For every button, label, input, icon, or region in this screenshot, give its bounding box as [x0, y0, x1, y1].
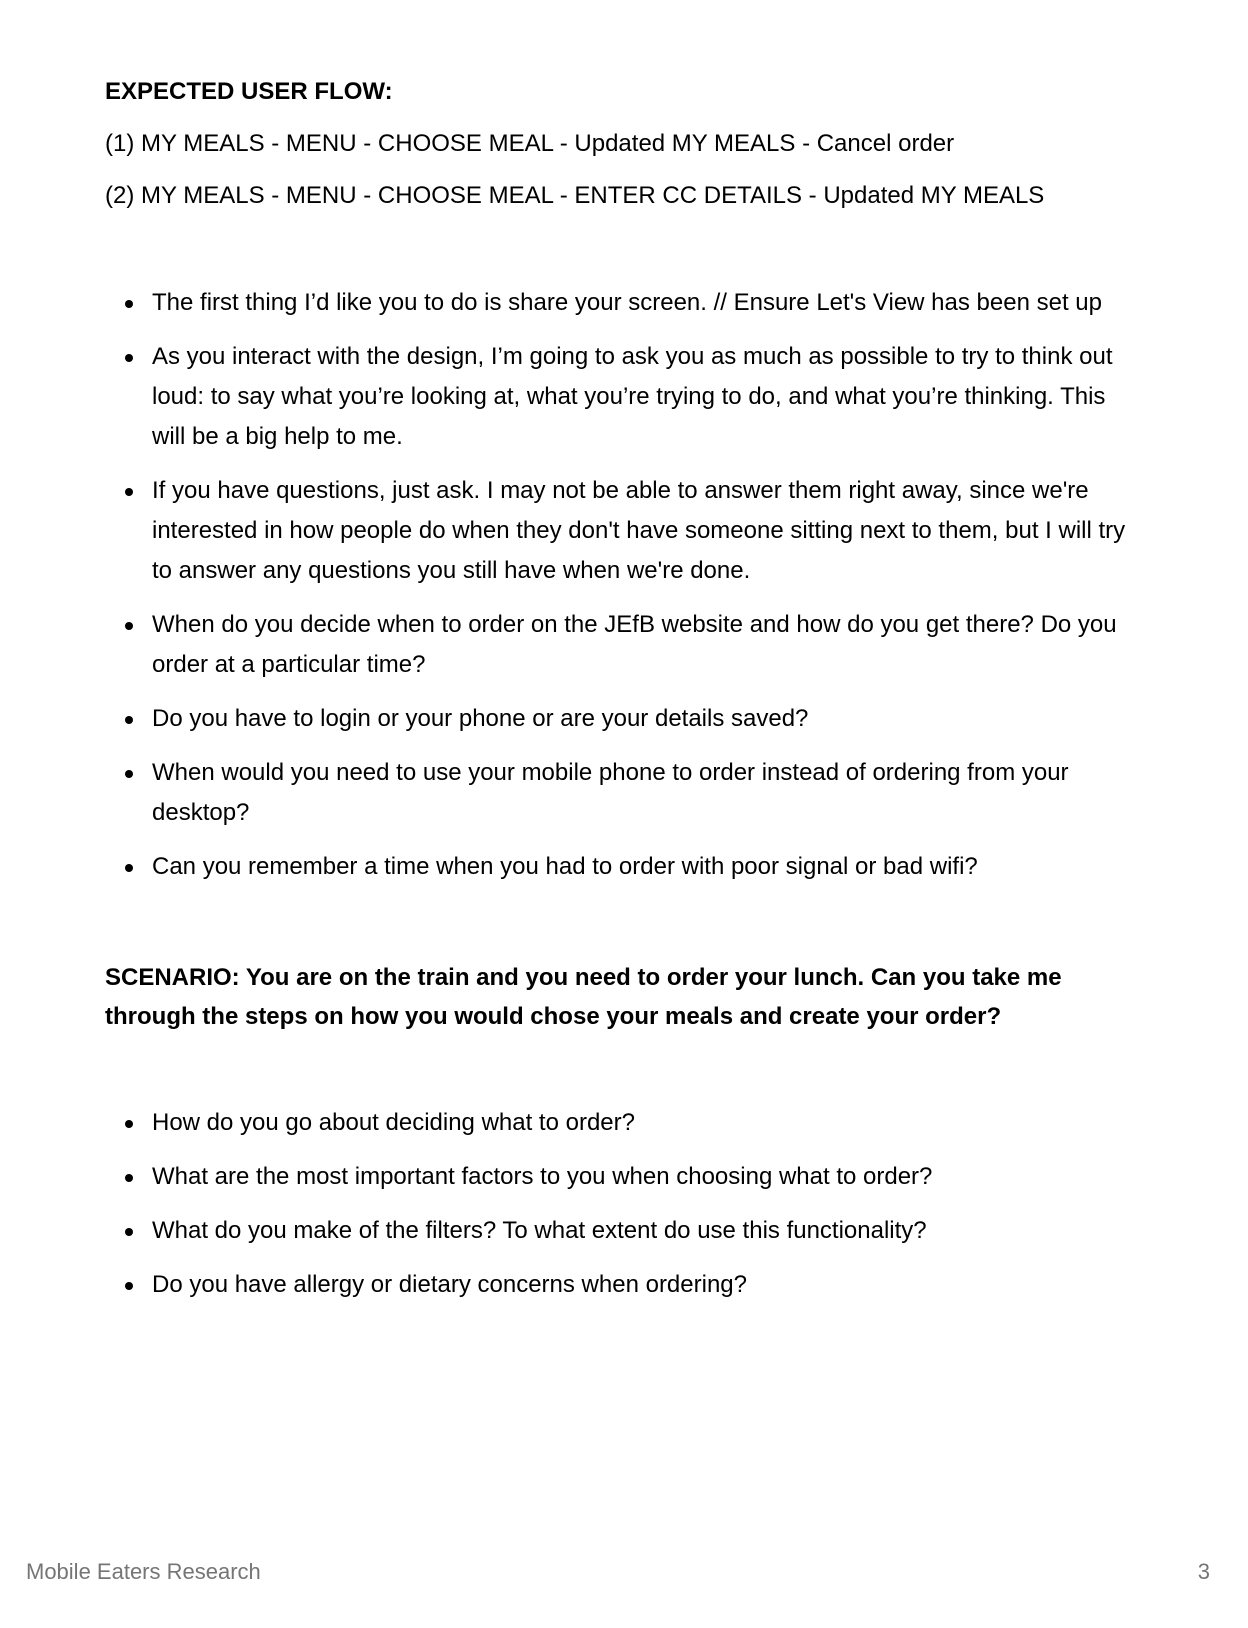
list-item	[105, 1265, 1135, 1305]
expected-user-flow-heading: EXPECTED USER FLOW:	[105, 78, 393, 105]
user-flow-1: (1) MY MEALS - MENU - CHOOSE MEAL - Updated MY MEALS - Cancel order	[105, 130, 955, 157]
user-flow-2: (2) MY MEALS - MENU - CHOOSE MEAL - ENTER CC DETAILS - Updated MY MEALS	[105, 182, 1045, 209]
bullet-icon	[125, 770, 133, 778]
list-item	[105, 1211, 1135, 1251]
bullet-icon	[125, 622, 133, 630]
bullet-icon	[125, 716, 133, 724]
list-item	[105, 1157, 1135, 1197]
scenario-question-list	[105, 1103, 1135, 1305]
bullet-icon	[125, 1282, 133, 1290]
list-item-text: How do you go about deciding what to order?	[152, 1109, 635, 1136]
list-item-text: Do you have to login or your phone or are your details saved?	[152, 705, 809, 732]
list-item	[105, 847, 1135, 887]
list-item-text: What are the most important factors to you when choosing what to order?	[152, 1163, 933, 1190]
page-content	[105, 72, 1135, 1319]
list-item-text: What do you make of the filters? To what extent do use this functionality?	[152, 1217, 927, 1244]
bullet-icon	[125, 1174, 133, 1182]
list-item	[105, 471, 1135, 591]
list-item	[105, 337, 1135, 457]
bullet-icon	[125, 864, 133, 872]
bullet-icon	[125, 354, 133, 362]
list-item-text: Do you have allergy or dietary concerns when ordering?	[152, 1271, 747, 1298]
bullet-icon	[125, 488, 133, 496]
list-item-text: As you interact with the design, I’m going to ask you as much as possible to try to think out loud: to say what you’re looking at, what you’re trying to do, and what you’re thinking. This will be a big help to me.	[152, 343, 1113, 450]
bullet-icon	[125, 300, 133, 308]
scenario-heading: SCENARIO: You are on the train and you need to order your lunch. Can you take me through the steps on how you would chose your meals and create your order?	[105, 964, 1062, 1030]
list-item-text: When would you need to use your mobile phone to order instead of ordering from your desktop?	[152, 759, 1069, 826]
footer-title: Mobile Eaters Research	[26, 1559, 261, 1584]
list-item-text: Can you remember a time when you had to order with poor signal or bad wifi?	[152, 853, 978, 880]
list-item	[105, 753, 1135, 833]
page-number: 3	[1197, 1559, 1210, 1584]
list-item	[105, 283, 1135, 323]
list-item-text: The first thing I’d like you to do is share your screen. // Ensure Let's View has been set up	[152, 289, 1102, 316]
bullet-icon	[125, 1228, 133, 1236]
list-item-text: When do you decide when to order on the JEfB website and how do you get there? Do you order at a particular time?	[152, 611, 1117, 678]
list-item-text: If you have questions, just ask. I may not be able to answer them right away, since we're interested in how people do when they don't have someone sitting next to them, but I will try to answer any questions you still have when we're done.	[152, 477, 1126, 584]
list-item	[105, 605, 1135, 685]
list-item	[105, 699, 1135, 739]
list-item	[105, 1103, 1135, 1143]
intro-question-list	[105, 283, 1135, 887]
bullet-icon	[125, 1120, 133, 1128]
